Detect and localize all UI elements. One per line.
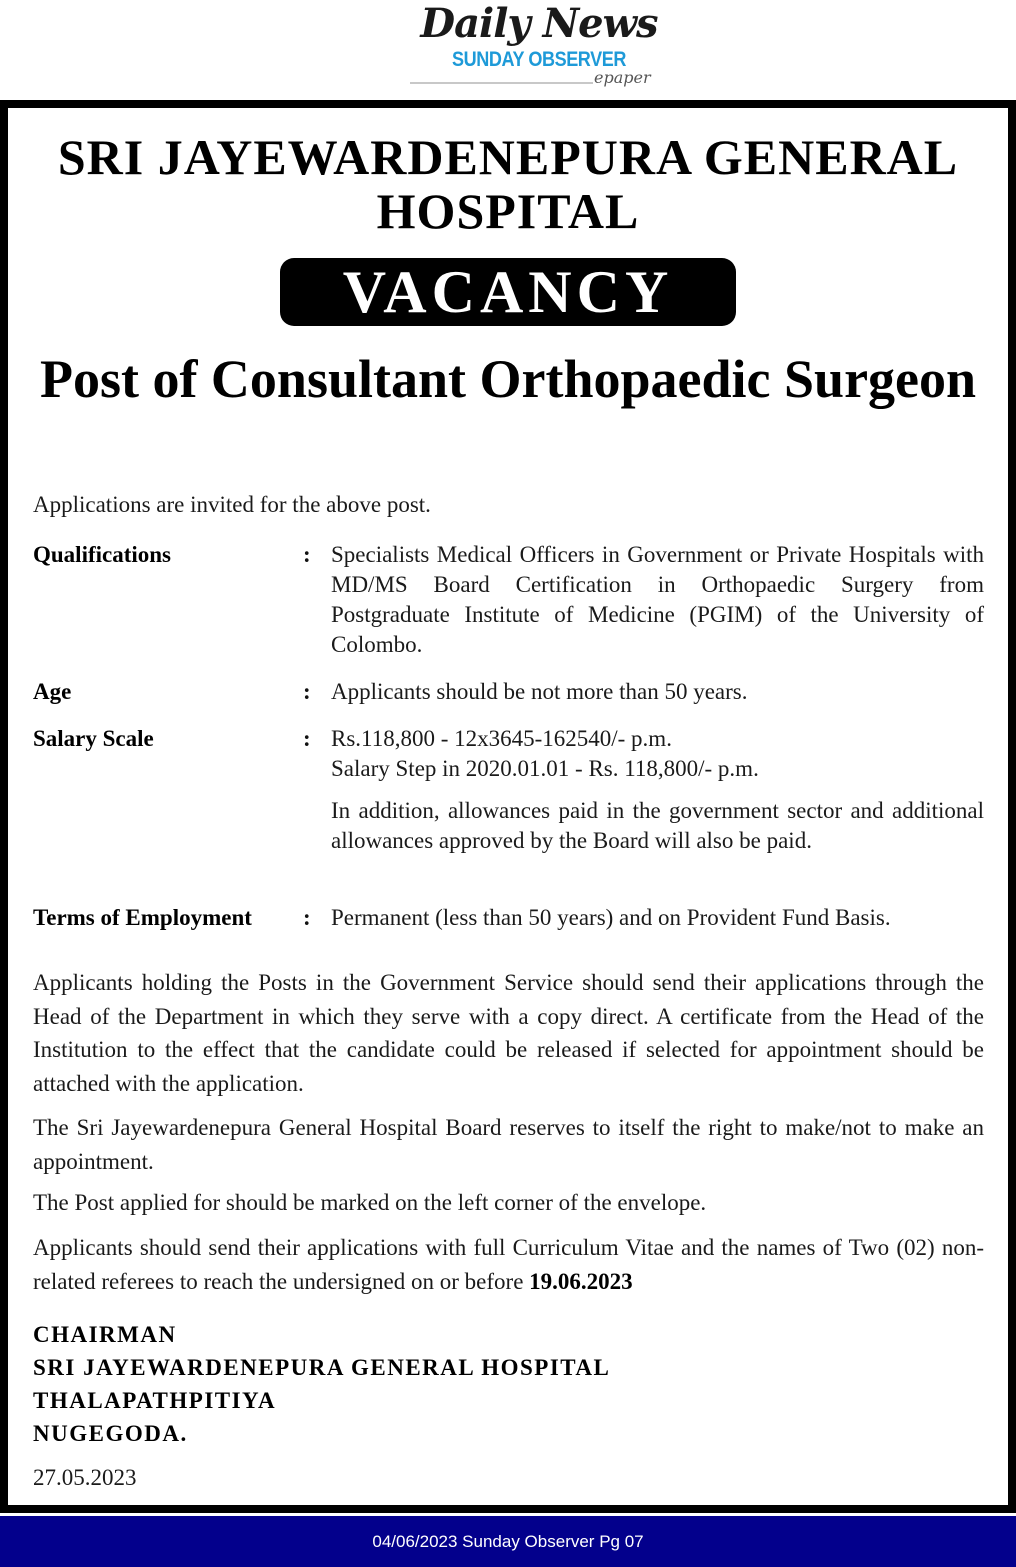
advert-frame	[0, 100, 1016, 1513]
vacancy-badge	[280, 258, 736, 326]
paragraph-government-service	[33, 966, 984, 1100]
paragraph-text: The Post applied for should be marked on the left corner of the envelope.	[33, 1190, 707, 1215]
paragraph-text: Applicants holding the Posts in the Government Service should send their applications through the Head of the Department in which they serve with a copy direct. A certificate from the Head of the Institution to the effect that the candidate could be released if selected for appointment should be attached with the application.	[33, 970, 984, 1096]
vacancy-badge-label: VACANCY	[342, 259, 674, 325]
detail-label: Terms of Employment	[33, 905, 252, 930]
closing-body: Applicants should send their applications with full Curriculum Vitae and the names of Two (02) non-related referees to reach the undersigned on or before	[33, 1235, 984, 1294]
detail-value	[331, 540, 984, 660]
paragraph-envelope	[33, 1186, 984, 1220]
post-title: Post of Consultant Orthopaedic Surgeon	[39, 349, 977, 409]
signoff-organization: SRI JAYEWARDENEPURA GENERAL HOSPITAL	[33, 1355, 611, 1380]
signoff-address-line1: THALAPATHPITIYA	[33, 1388, 277, 1413]
masthead-logo	[408, 0, 670, 92]
masthead-divider	[410, 82, 593, 84]
detail-value	[331, 903, 984, 933]
daily-news-wordmark: Daily News	[420, 0, 658, 47]
detail-colon: :	[303, 679, 311, 704]
age-text: Applicants should be not more than 50 years.	[331, 679, 748, 704]
paragraph-closing	[33, 1231, 984, 1298]
detail-value	[331, 724, 984, 856]
intro-text: Applications are invited for the above post.	[33, 492, 431, 517]
qualifications-text: Specialists Medical Officers in Government or Private Hospitals with MD/MS Board Certification in Orthopaedic Surgery from Postgraduate Institute of Medicine (PGIM) of the University of Colombo.	[331, 542, 984, 657]
hospital-name-heading: SRI JAYEWARDENEPURA GENERAL HOSPITAL	[57, 129, 959, 239]
salary-scale-text: Rs.118,800 - 12x3645-162540/- p.m.	[331, 726, 672, 751]
detail-label: Qualifications	[33, 542, 172, 567]
detail-label: Salary Scale	[33, 726, 154, 751]
page-footer	[0, 1516, 1016, 1567]
signoff-address-line2: NUGEGODA.	[33, 1421, 188, 1446]
paragraph-board-rights	[33, 1111, 984, 1178]
epaper-label: epaper	[594, 68, 651, 87]
salary-step-text: Salary Step in 2020.01.01 - Rs. 118,800/- p.m.	[331, 756, 759, 781]
deadline-date: 19.06.2023	[529, 1268, 633, 1294]
sunday-observer-wordmark: SUNDAY OBSERVER	[452, 48, 626, 71]
detail-colon: :	[303, 542, 311, 567]
terms-text: Permanent (less than 50 years) and on Provident Fund Basis.	[331, 905, 891, 930]
signoff-block	[33, 1318, 610, 1450]
allowances-text: In addition, allowances paid in the government sector and additional allowances approved by the Board will also be paid.	[331, 798, 984, 853]
detail-label: Age	[33, 679, 72, 704]
detail-colon: :	[303, 905, 311, 930]
paragraph-text: The Sri Jayewardenepura General Hospital Board reserves to itself the right to make/not to make an appointment.	[33, 1115, 984, 1174]
footer-caption: 04/06/2023 Sunday Observer Pg 07	[372, 1532, 644, 1551]
advert-date: 27.05.2023	[33, 1465, 137, 1490]
signoff-title: CHAIRMAN	[33, 1322, 177, 1347]
detail-value	[331, 677, 984, 707]
closing-text	[33, 1231, 984, 1298]
detail-colon: :	[303, 726, 311, 751]
